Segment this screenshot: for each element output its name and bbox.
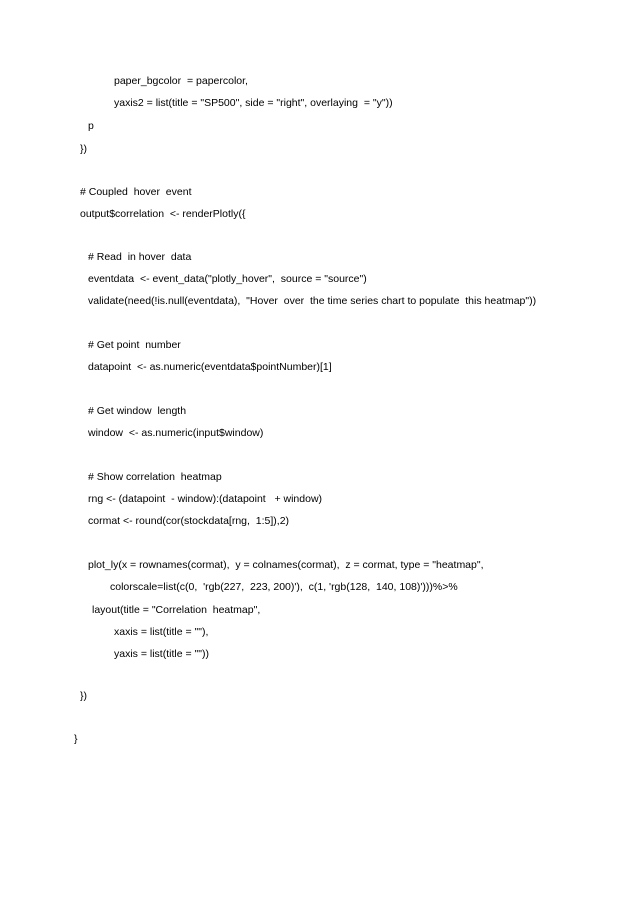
code-line: # Get point number bbox=[88, 339, 181, 351]
code-line: xaxis = list(title = ""), bbox=[114, 626, 209, 638]
code-line: colorscale=list(c(0, 'rgb(227, 223, 200)'), c(1, 'rgb(128, 140, 108)')))%>% bbox=[110, 581, 458, 593]
code-line: eventdata <- event_data("plotly_hover", source = "source") bbox=[88, 273, 367, 285]
code-line: p bbox=[88, 120, 94, 132]
code-line: output$correlation <- renderPlotly({ bbox=[80, 208, 246, 220]
code-line: window <- as.numeric(input$window) bbox=[88, 427, 264, 439]
code-line: validate(need(!is.null(eventdata), "Hover over the time series chart to populate this heatmap")) bbox=[88, 295, 537, 307]
code-line: plot_ly(x = rownames(cormat), y = colnames(cormat), z = cormat, type = "heatmap", bbox=[88, 559, 484, 571]
code-line: rng <- (datapoint - window):(datapoint + window) bbox=[88, 493, 323, 505]
code-line: # Show correlation heatmap bbox=[88, 471, 222, 483]
code-line: paper_bgcolor = papercolor, bbox=[114, 75, 248, 87]
code-line: } bbox=[74, 733, 78, 745]
code-line: datapoint <- as.numeric(eventdata$pointNumber)[1] bbox=[88, 361, 332, 373]
code-line: }) bbox=[80, 690, 88, 702]
code-line: # Get window length bbox=[88, 405, 187, 417]
code-line: # Read in hover data bbox=[88, 251, 192, 263]
code-line: layout(title = "Correlation heatmap", bbox=[92, 604, 261, 616]
code-line: yaxis = list(title = "")) bbox=[114, 648, 209, 660]
code-line: }) bbox=[80, 143, 88, 155]
code-line: cormat <- round(cor(stockdata[rng, 1:5]),2) bbox=[88, 515, 290, 527]
code-line: # Coupled hover event bbox=[80, 186, 192, 198]
code-line: yaxis2 = list(title = "SP500", side = "right", overlaying = "y")) bbox=[114, 97, 393, 109]
